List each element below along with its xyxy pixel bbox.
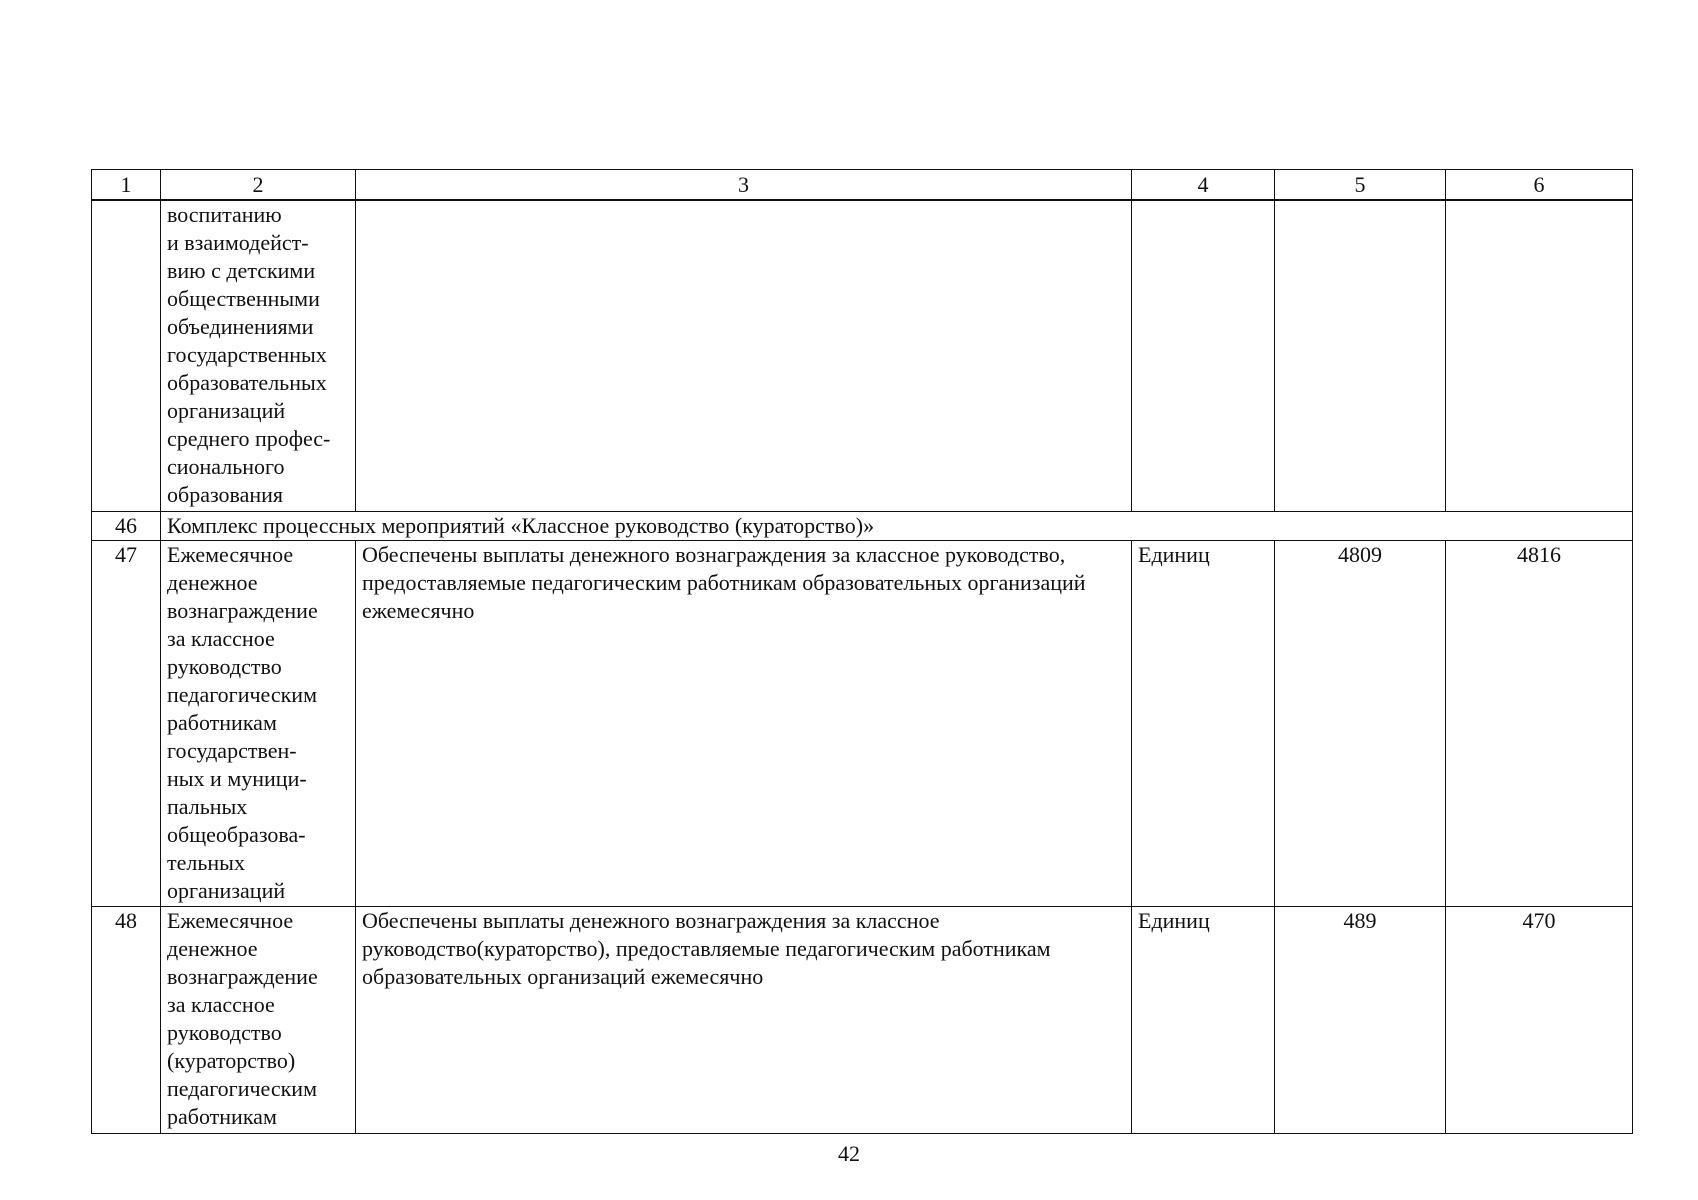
row-name-text: воспитанию и взаимодейст- вию с детскими общественными объединениями государственных образовательных организаций среднего профес- сионального образования bbox=[167, 202, 331, 507]
page-number: 42 bbox=[838, 1141, 860, 1166]
row-unit: Единиц bbox=[1132, 540, 1275, 906]
column-header-5: 5 bbox=[1275, 170, 1446, 201]
row-value-6: 4816 bbox=[1446, 540, 1633, 906]
section-number: 46 bbox=[92, 511, 161, 540]
row-number: 48 bbox=[92, 906, 161, 1133]
row-name bbox=[161, 540, 356, 906]
column-header-3: 3 bbox=[356, 170, 1132, 201]
row-value-6: 470 bbox=[1446, 906, 1633, 1133]
row-value-5: 489 bbox=[1275, 906, 1446, 1133]
column-header-6: 6 bbox=[1446, 170, 1633, 201]
row-unit: Единиц bbox=[1132, 906, 1275, 1133]
table-row-section bbox=[92, 511, 1633, 540]
row-value-5 bbox=[1275, 200, 1446, 511]
row-value-6 bbox=[1446, 200, 1633, 511]
row-unit bbox=[1132, 200, 1275, 511]
column-header-1: 1 bbox=[92, 170, 161, 201]
section-title: Комплекс процессных мероприятий «Классное руководство (кураторство)» bbox=[161, 511, 1633, 540]
row-number: 47 bbox=[92, 540, 161, 906]
row-description bbox=[356, 200, 1132, 511]
row-name-text: Ежемесячное денежное вознаграждение за классное руководство педагогическим работникам государствен- ных и муници- пальных общеобразова- тельных организаций bbox=[167, 541, 318, 903]
row-name bbox=[161, 906, 356, 1133]
table-row-47 bbox=[92, 540, 1633, 906]
row-value-5: 4809 bbox=[1275, 540, 1446, 906]
column-header-2: 2 bbox=[161, 170, 356, 201]
row-description: Обеспечены выплаты денежного вознаграждения за классное руководство, предоставляемые педагогическим работникам образовательных организаций ежемесячно bbox=[356, 540, 1132, 906]
indicators-table bbox=[91, 169, 1633, 1134]
row-name-text: Ежемесячное денежное вознаграждение за классное руководство (кураторство) педагогическим работникам bbox=[167, 907, 318, 1129]
table-row-48 bbox=[92, 906, 1633, 1133]
column-header-4: 4 bbox=[1132, 170, 1275, 201]
table-header-row bbox=[92, 170, 1633, 201]
row-description: Обеспечены выплаты денежного вознаграждения за классное руководство(кураторство), предоставляемые педагогическим работникам образовательных организаций ежемесячно bbox=[356, 906, 1132, 1133]
row-name bbox=[161, 200, 356, 511]
table-row-continuation bbox=[92, 200, 1633, 511]
row-number bbox=[92, 200, 161, 511]
